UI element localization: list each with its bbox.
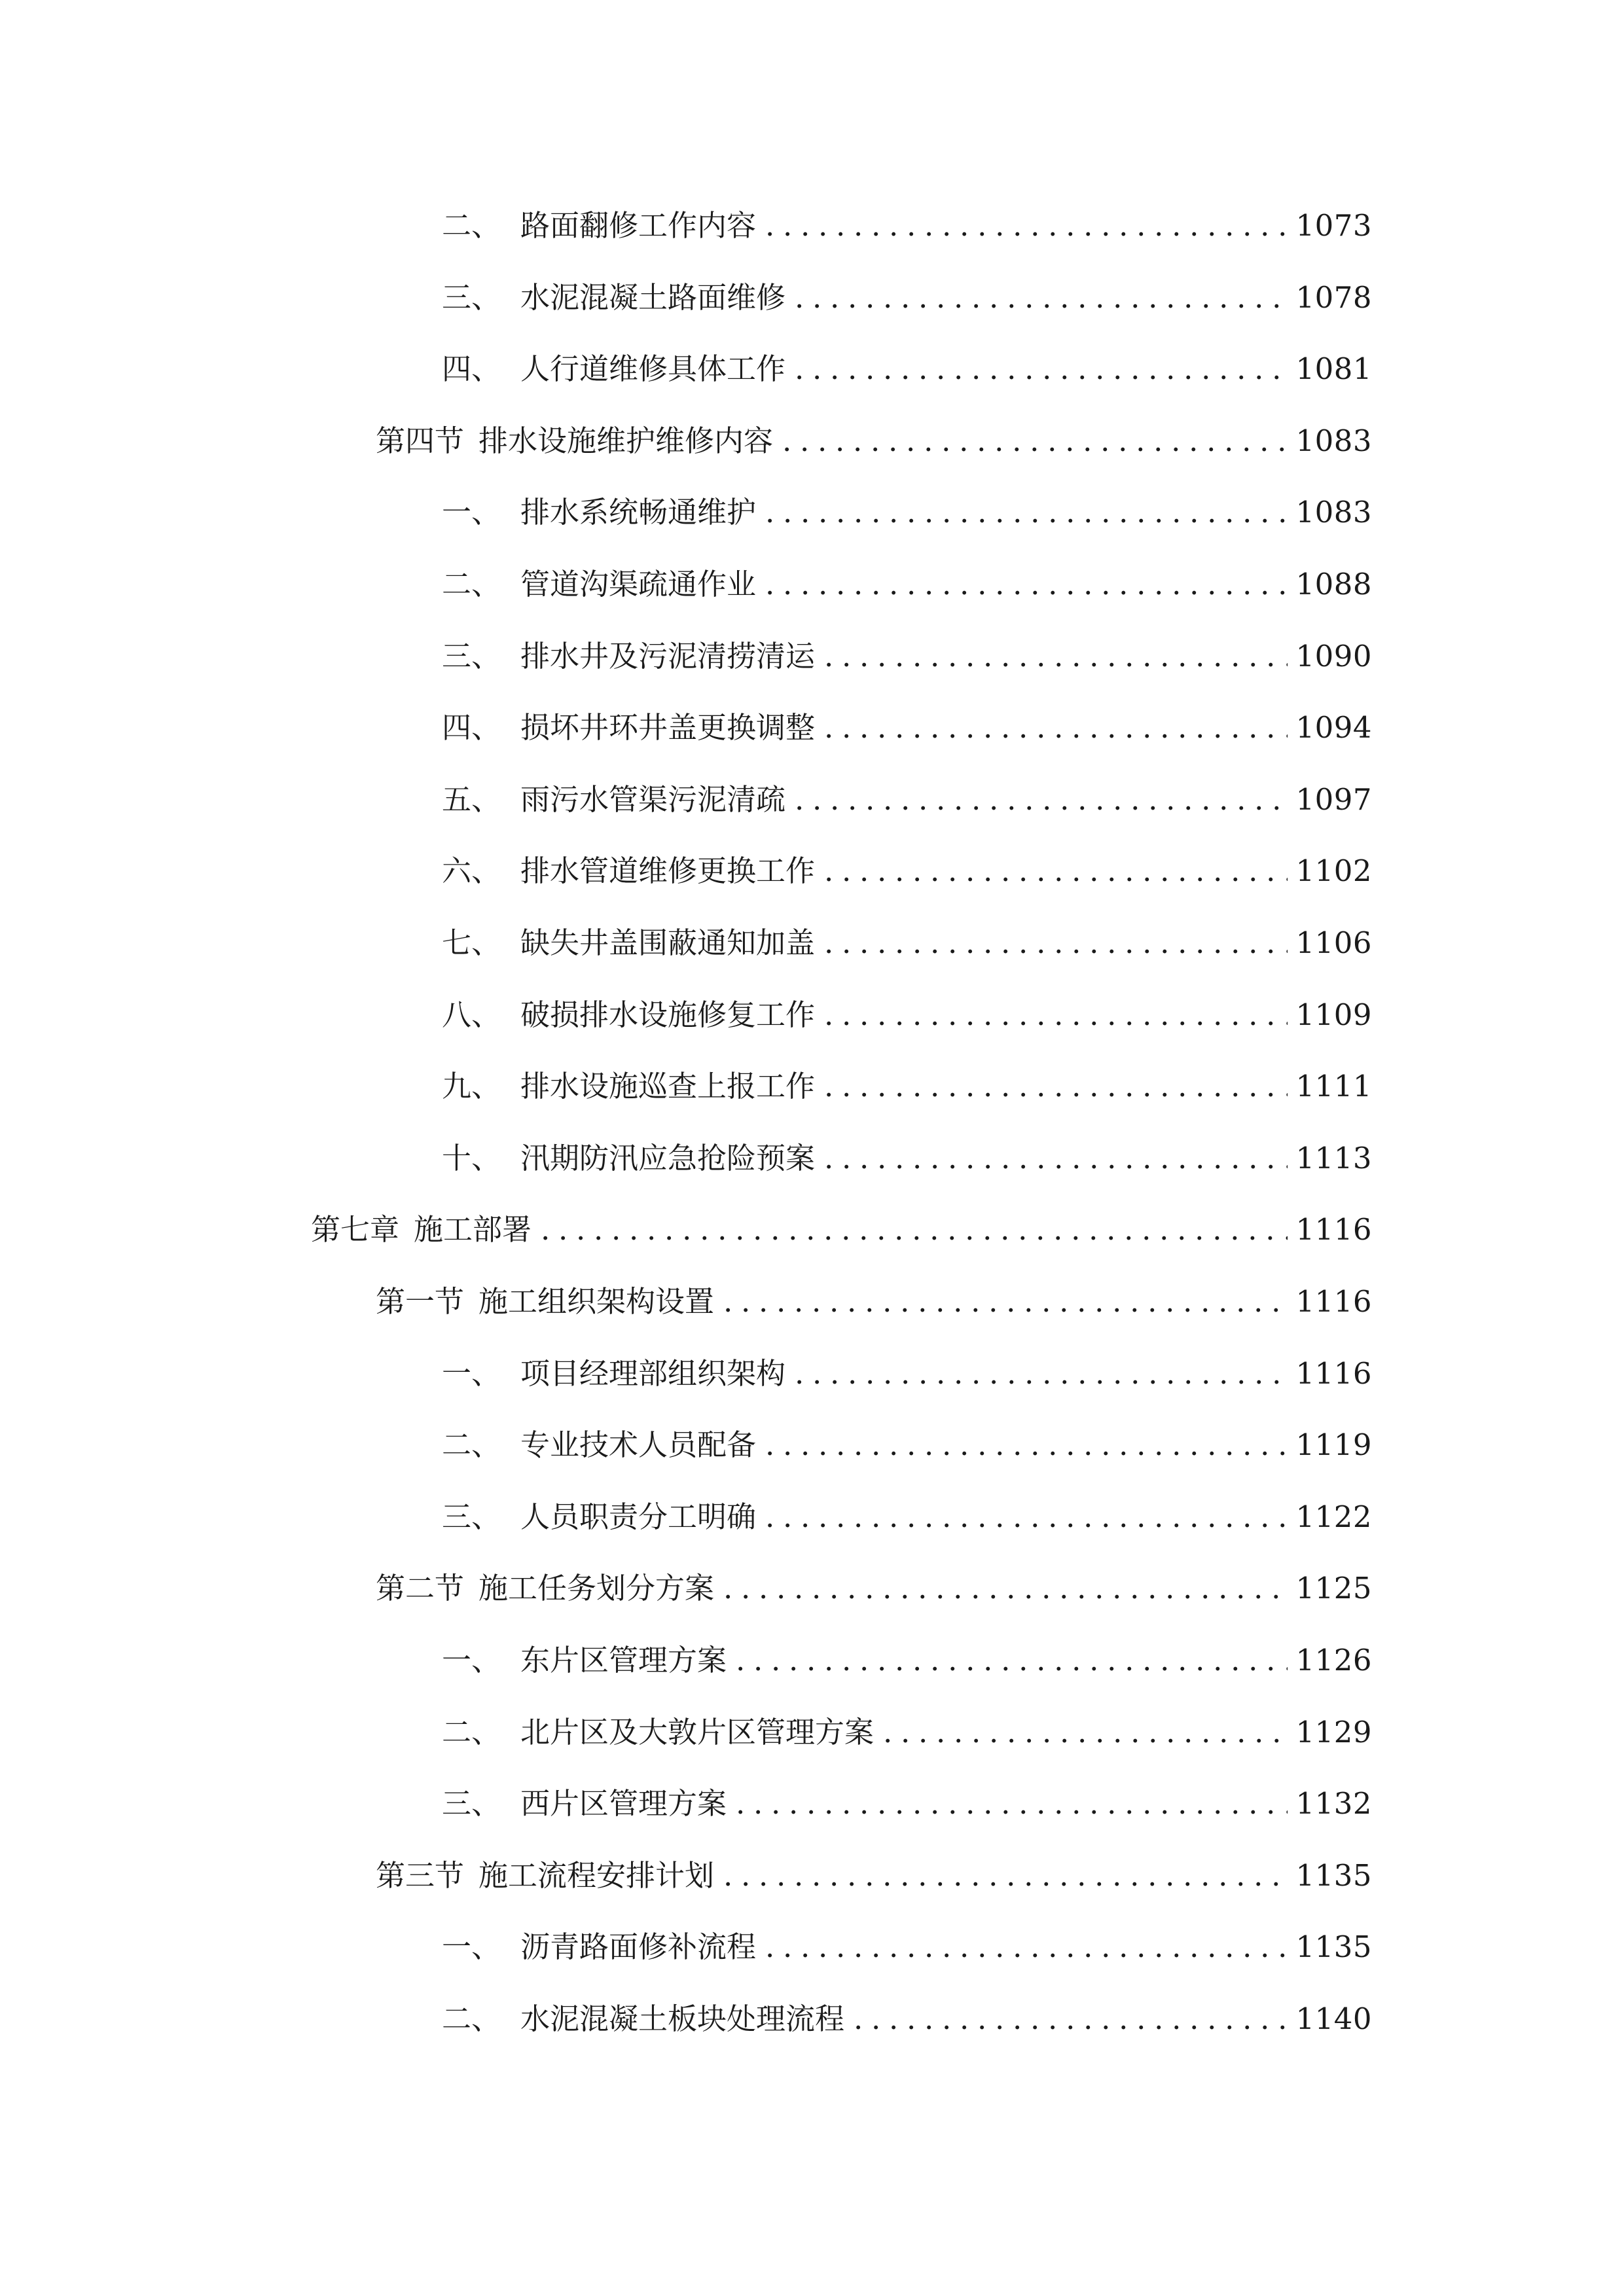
toc-entry-title: 水泥混凝土板块处理流程 [520,2001,845,2036]
toc-page-number: 1116 [1295,1212,1372,1247]
toc-page-number: 1078 [1295,279,1372,315]
toc-entry-title: 水泥混凝土路面维修 [520,279,786,315]
toc-page-number: 1135 [1295,1929,1372,1965]
toc-entry[interactable] [442,777,1372,823]
toc-entry[interactable] [311,1207,1372,1253]
toc-entry-number: 第一节 [376,1284,465,1319]
toc-entry[interactable] [442,490,1372,535]
toc-entry-number: 一、 [442,1355,501,1391]
toc-entry-number: 四、 [442,351,501,387]
toc-entry-number: 五、 [442,781,501,817]
toc-page-number: 1094 [1295,710,1372,745]
toc-entry-title: 雨污水管渠污泥清疏 [520,781,786,817]
toc-entry-title: 西片区管理方案 [520,1786,727,1821]
toc-dot-leader [795,1351,1288,1397]
toc-dot-leader [883,1710,1288,1755]
toc-entry[interactable] [376,1566,1372,1611]
toc-entry-title: 专业技术人员配备 [520,1427,757,1463]
toc-dot-leader [765,203,1288,249]
toc-entry-number: 第七章 [311,1212,400,1247]
toc-dot-leader [736,1781,1288,1827]
toc-page-number: 1111 [1295,1069,1372,1104]
toc-entry-title: 排水管道维修更换工作 [520,853,816,889]
toc-page-number: 1129 [1295,1714,1372,1749]
toc-entry-number: 一、 [442,1929,501,1965]
toc-entry-title: 破损排水设施修复工作 [520,997,816,1032]
toc-entry-title: 施工任务划分方案 [478,1571,715,1606]
toc-entry-title: 汛期防汛应急抢险预案 [520,1140,816,1175]
toc-entry-title: 北片区及大敦片区管理方案 [520,1714,875,1749]
toc-dot-leader [824,848,1288,894]
toc-entry[interactable] [442,562,1372,607]
toc-page-number: 1090 [1295,638,1372,673]
toc-entry[interactable] [442,920,1372,966]
toc-page-number: 1119 [1295,1427,1372,1463]
toc-page-number: 1122 [1295,1499,1372,1534]
toc-entry-number: 第四节 [376,423,465,458]
toc-entry-title: 排水井及污泥清捞清运 [520,638,816,673]
toc-entry[interactable] [376,1279,1372,1325]
toc-page-number: 1116 [1295,1355,1372,1391]
toc-entry[interactable] [442,203,1372,249]
toc-dot-leader [541,1207,1288,1253]
toc-entry-title: 东片区管理方案 [520,1643,727,1677]
toc-entry[interactable] [442,634,1372,679]
toc-entry-number: 一、 [442,495,501,530]
toc-dot-leader [765,1924,1288,1970]
toc-entry-title: 损坏井环井盖更换调整 [520,710,816,745]
toc-page-number: 1109 [1295,997,1372,1032]
toc-entry-number: 三、 [442,1786,501,1821]
toc-entry[interactable] [442,1996,1372,2042]
toc-dot-leader [723,1853,1288,1899]
toc-page-number: 1083 [1295,423,1372,458]
toc-dot-leader [765,1494,1288,1540]
toc-entry[interactable] [442,1064,1372,1109]
toc-entry-title: 施工部署 [414,1212,532,1247]
toc-entry-number: 九、 [442,1069,501,1104]
toc-page-number: 1113 [1295,1140,1372,1175]
toc-entry-number: 第二节 [376,1571,465,1606]
toc-entry-title: 施工组织架构设置 [478,1284,715,1319]
toc-entry-number: 十、 [442,1140,501,1175]
toc-entry-title: 施工流程安排计划 [478,1857,715,1893]
toc-entry-number: 一、 [442,1643,501,1677]
toc-entry-number: 二、 [442,1714,501,1749]
toc-entry-title: 排水系统畅通维护 [520,495,757,530]
toc-dot-leader [795,777,1288,823]
toc-entry-title: 管道沟渠疏通作业 [520,567,757,601]
toc-page-number: 1081 [1295,351,1372,387]
toc-entry-title: 缺失井盖围蔽通知加盖 [520,925,816,960]
toc-entry-number: 三、 [442,279,501,315]
toc-entry-title: 项目经理部组织架构 [520,1355,786,1391]
toc-page-number: 1140 [1295,2001,1372,2036]
toc-page-number: 1116 [1295,1284,1372,1319]
toc-entry-title: 路面翻修工作内容 [520,208,757,243]
toc-entry[interactable] [442,1351,1372,1397]
toc-entry[interactable] [376,418,1372,464]
toc-entry-number: 四、 [442,710,501,745]
toc-entry-number: 二、 [442,2001,501,2036]
toc-entry-number: 二、 [442,567,501,601]
toc-dot-leader [854,1996,1288,2042]
toc-entry-title: 排水设施维护维修内容 [478,423,774,458]
toc-dot-leader [765,562,1288,607]
toc-page-number: 1083 [1295,495,1372,530]
toc-dot-leader [723,1566,1288,1611]
toc-dot-leader [736,1638,1288,1683]
toc-entry[interactable] [442,346,1372,392]
toc-entry[interactable] [442,1710,1372,1755]
toc-page-number: 1073 [1295,208,1372,243]
toc-entry-number: 三、 [442,638,501,673]
toc-page-number: 1135 [1295,1857,1372,1893]
toc-dot-leader [824,634,1288,679]
toc-entry-number: 八、 [442,997,501,1032]
toc-entry-number: 六、 [442,853,501,889]
toc-page-number: 1106 [1295,925,1372,960]
toc-page-number: 1132 [1295,1786,1372,1821]
toc-entry[interactable] [442,992,1372,1038]
toc-entry[interactable] [442,275,1372,321]
toc-entry[interactable] [442,705,1372,751]
toc-entry-title: 排水设施巡查上报工作 [520,1069,816,1104]
toc-dot-leader [824,705,1288,751]
toc-dot-leader [824,1136,1288,1181]
toc-entry-number: 三、 [442,1499,501,1534]
toc-entry-number: 二、 [442,208,501,243]
toc-dot-leader [765,490,1288,535]
toc-entry[interactable] [442,1136,1372,1181]
toc-dot-leader [795,275,1288,321]
toc-page-number: 1125 [1295,1571,1372,1606]
toc-dot-leader [723,1279,1288,1325]
toc-entry[interactable] [376,1853,1372,1899]
toc-dot-leader [795,346,1288,392]
toc-dot-leader [824,1064,1288,1109]
toc-page-number: 1126 [1295,1643,1372,1677]
toc-dot-leader [765,1422,1288,1468]
toc-entry-number: 二、 [442,1427,501,1463]
toc-entry[interactable] [442,1638,1372,1683]
toc-entry[interactable] [442,848,1372,894]
toc-entry-title: 沥青路面修补流程 [520,1929,757,1965]
toc-entry[interactable] [442,1924,1372,1970]
toc-entry-number: 第三节 [376,1857,465,1893]
toc-dot-leader [782,418,1288,464]
toc-page-number: 1097 [1295,781,1372,817]
toc-entry[interactable] [442,1494,1372,1540]
toc-dot-leader [824,920,1288,966]
toc-entry[interactable] [442,1422,1372,1468]
toc-entry-title: 人行道维修具体工作 [520,351,786,387]
toc-entry-title: 人员职责分工明确 [520,1499,757,1534]
toc-page-number: 1102 [1295,853,1372,889]
toc-entry[interactable] [442,1781,1372,1827]
toc-dot-leader [824,992,1288,1038]
toc-entry-number: 七、 [442,925,501,960]
toc-page-number: 1088 [1295,567,1372,601]
